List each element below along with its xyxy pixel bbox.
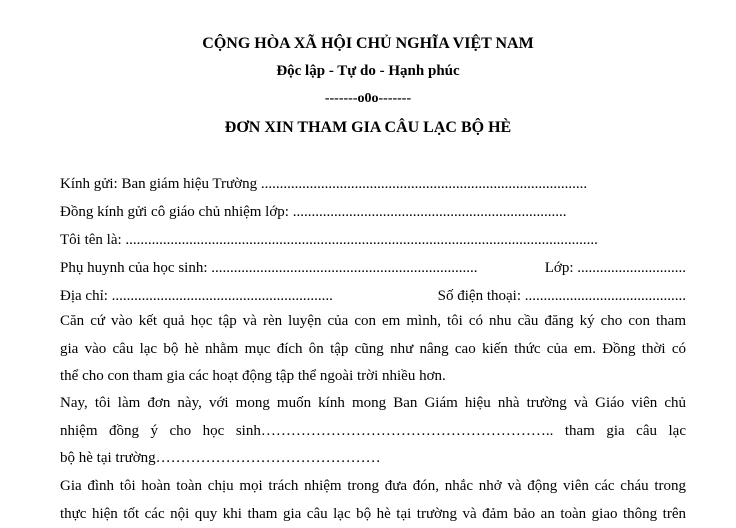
paragraph-line: Gia đình tôi hoàn toàn chịu mọi trách nhiệm trong đưa đón, nhắc nhở và động viên các cháu trong bbox=[60, 473, 686, 501]
paragraph-request bbox=[60, 390, 686, 473]
parent-of-student-field: Phụ huynh của học sinh: ....................................................................... bbox=[60, 258, 478, 278]
paragraph-line: Nay, tôi làm đơn này, với mong muốn kính mong Ban Giám hiệu nhà trường và Giáo viên chủ bbox=[60, 390, 686, 418]
form-title: ĐƠN XIN THAM GIA CÂU LẠC BỘ HÈ bbox=[0, 119, 736, 137]
class-field: Lớp: ............................. bbox=[545, 258, 686, 278]
phone-field: Số điện thoại: ........................................... bbox=[438, 286, 686, 306]
name-line: Tôi tên là: .............................................................................................................................. bbox=[60, 230, 686, 250]
motto: Độc lập - Tự do - Hạnh phúc bbox=[0, 63, 736, 80]
separator: -------o0o------- bbox=[0, 91, 736, 107]
paragraph-commitment bbox=[60, 473, 686, 528]
paragraph-line: Căn cứ vào kết quả học tập và rèn luyện của con em mình, tôi có nhu cầu đăng ký cho con tham bbox=[60, 308, 686, 336]
paragraph-line: bộ hè tại trường……………………………………… bbox=[60, 445, 686, 473]
address-line bbox=[60, 286, 686, 306]
paragraph-line: nhiệm đồng ý cho học sinh………………………………………………….. tham gia câu lạc bbox=[60, 418, 686, 446]
paragraph-line: gia vào câu lạc bộ hè nhằm mục đích ôn tập cũng như nâng cao kiến thức của em. Đồng thời có bbox=[60, 336, 686, 364]
nation-heading: CỘNG HÒA XÃ HỘI CHỦ NGHĨA VIỆT NAM bbox=[0, 35, 736, 53]
paragraph-reason bbox=[60, 308, 686, 391]
address-field: Địa chỉ: ........................................................... bbox=[60, 286, 333, 306]
recipient-line: Kính gửi: Ban giám hiệu Trường ....................................................................................... bbox=[60, 174, 686, 194]
cc-line: Đồng kính gửi cô giáo chủ nhiệm lớp: ......................................................................... bbox=[60, 202, 686, 222]
paragraph-line: thể cho con tham gia các hoạt động tập thể ngoài trời nhiều hơn. bbox=[60, 363, 686, 391]
parent-line bbox=[60, 258, 686, 278]
paragraph-line: thực hiện tốt các nội quy khi tham gia câu lạc bộ hè tại trường và đảm bảo an toàn giao thông trên bbox=[60, 501, 686, 528]
